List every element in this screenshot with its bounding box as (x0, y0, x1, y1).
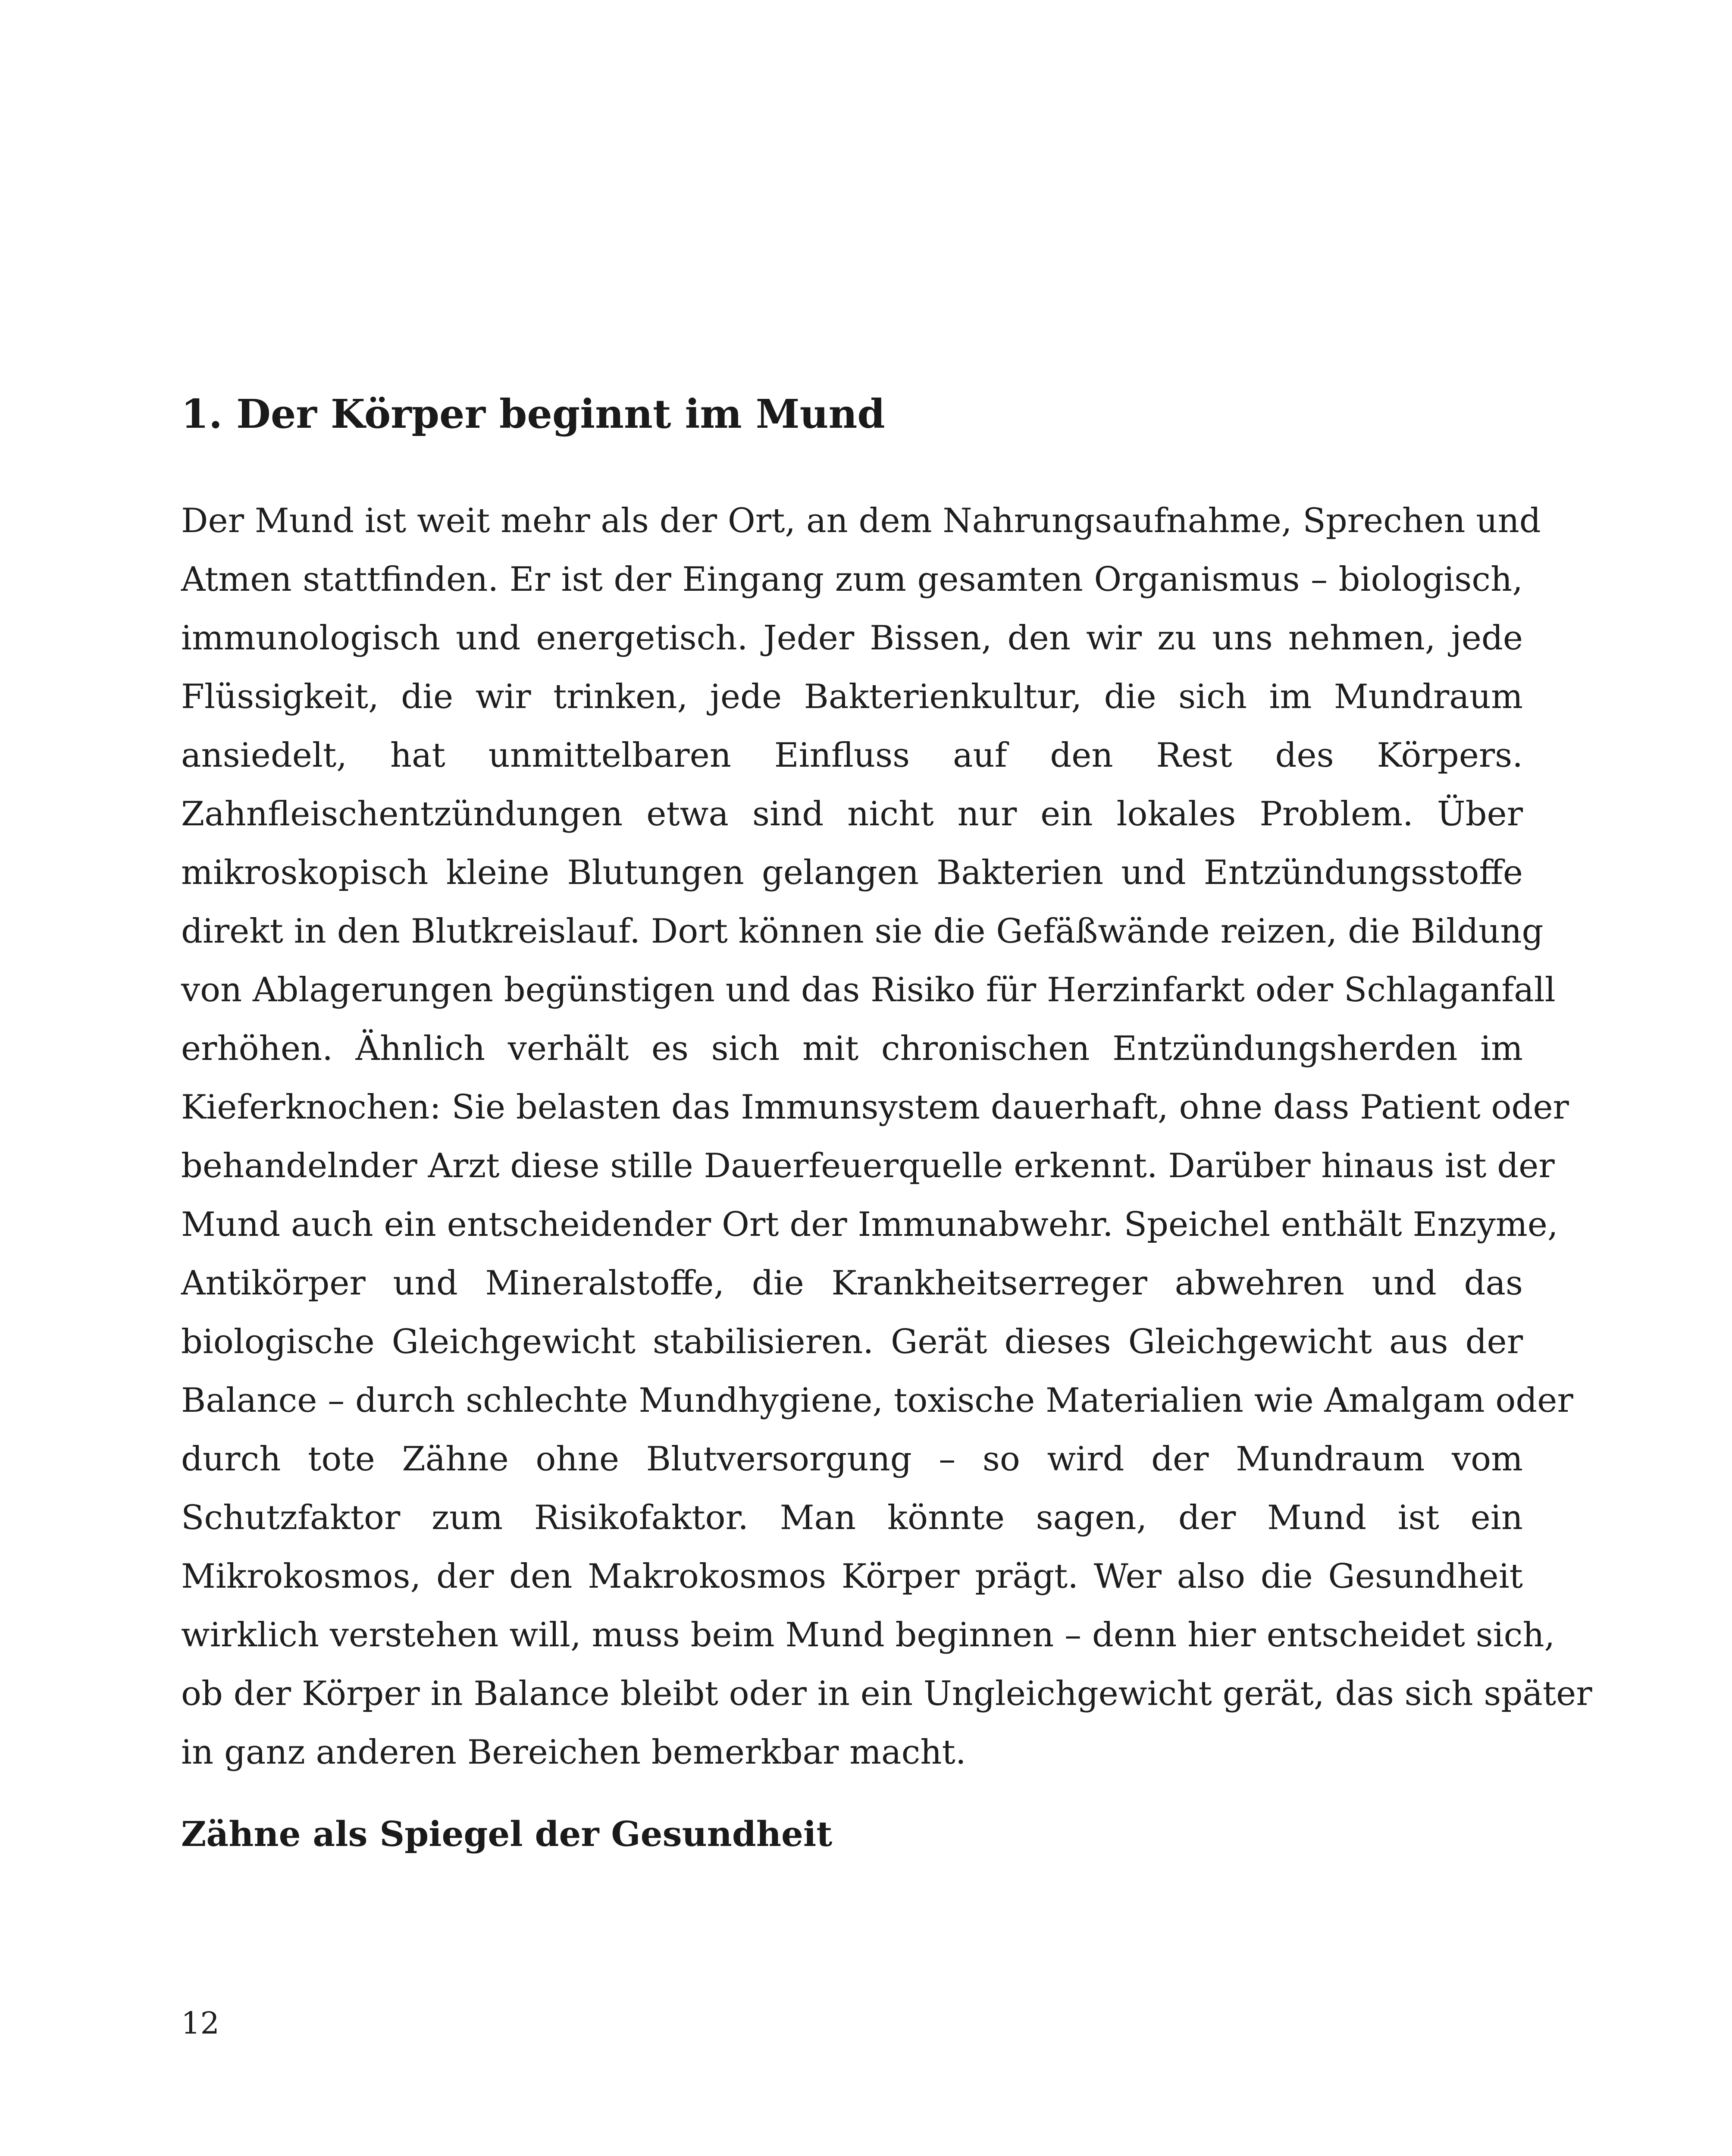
paragraph-line: Mikrokosmos, der den Makrokosmos Körper prägt. Wer also die Gesundheit (181, 1557, 1523, 1596)
paragraph-line: ansiedelt, hat unmittelbaren Einfluss auf den Rest des Körpers. (181, 736, 1523, 775)
paragraph-line: immunologisch und energetisch. Jeder Bissen, den wir zu uns nehmen, jede (181, 619, 1523, 658)
paragraph-line: direkt in den Blutkreislauf. Dort können sie die Gefäßwände reizen, die Bildung (181, 912, 1544, 951)
paragraph-line: Kieferknochen: Sie belasten das Immunsystem dauerhaft, ohne dass Patient oder (181, 1088, 1569, 1127)
paragraph-line: Balance – durch schlechte Mundhygiene, toxische Materialien wie Amalgam oder (181, 1381, 1573, 1420)
paragraph-line: in ganz anderen Bereichen bemerkbar macht. (181, 1733, 966, 1772)
paragraph-line: Mund auch ein entscheidender Ort der Immunabwehr. Speichel enthält Enzyme, (181, 1205, 1558, 1244)
body-paragraph (181, 492, 1592, 1782)
paragraph-line: Antikörper und Mineralstoffe, die Krankheitserreger abwehren und das (181, 1264, 1523, 1303)
paragraph-line: ob der Körper in Balance bleibt oder in ein Ungleichgewicht gerät, das sich später (181, 1674, 1592, 1713)
paragraph-line: mikroskopisch kleine Blutungen gelangen Bakterien und Entzündungsstoffe (181, 853, 1523, 892)
paragraph-line: Der Mund ist weit mehr als der Ort, an dem Nahrungsaufnahme, Sprechen und (181, 501, 1541, 540)
paragraph-line: erhöhen. Ähnlich verhält es sich mit chronischen Entzündungsherden im (181, 1029, 1523, 1068)
paragraph-line: Atmen stattfinden. Er ist der Eingang zum gesamten Organismus – biologisch, (181, 560, 1523, 599)
paragraph-line: durch tote Zähne ohne Blutversorgung – so wird der Mundraum vom (181, 1440, 1523, 1479)
paragraph-line: von Ablagerungen begünstigen und das Risiko für Herzinfarkt oder Schlaganfall (181, 971, 1556, 1009)
page-number: 12 (181, 2006, 220, 2041)
chapter-title: 1. Der Körper beginnt im Mund (181, 391, 885, 437)
section-heading: Zähne als Spiegel der Gesundheit (181, 1814, 833, 1854)
paragraph-line: biologische Gleichgewicht stabilisieren. Gerät dieses Gleichgewicht aus der (181, 1322, 1523, 1361)
paragraph-line: Flüssigkeit, die wir trinken, jede Bakterienkultur, die sich im Mundraum (181, 677, 1523, 716)
paragraph-line: behandelnder Arzt diese stille Dauerfeuerquelle erkennt. Darüber hinaus ist der (181, 1147, 1555, 1185)
paragraph-line: Zahnfleischentzündungen etwa sind nicht nur ein lokales Problem. Über (181, 795, 1523, 834)
paragraph-line: Schutzfaktor zum Risikofaktor. Man könnte sagen, der Mund ist ein (181, 1498, 1523, 1537)
paragraph-line: wirklich verstehen will, muss beim Mund beginnen – denn hier entscheidet sich, (181, 1616, 1555, 1655)
